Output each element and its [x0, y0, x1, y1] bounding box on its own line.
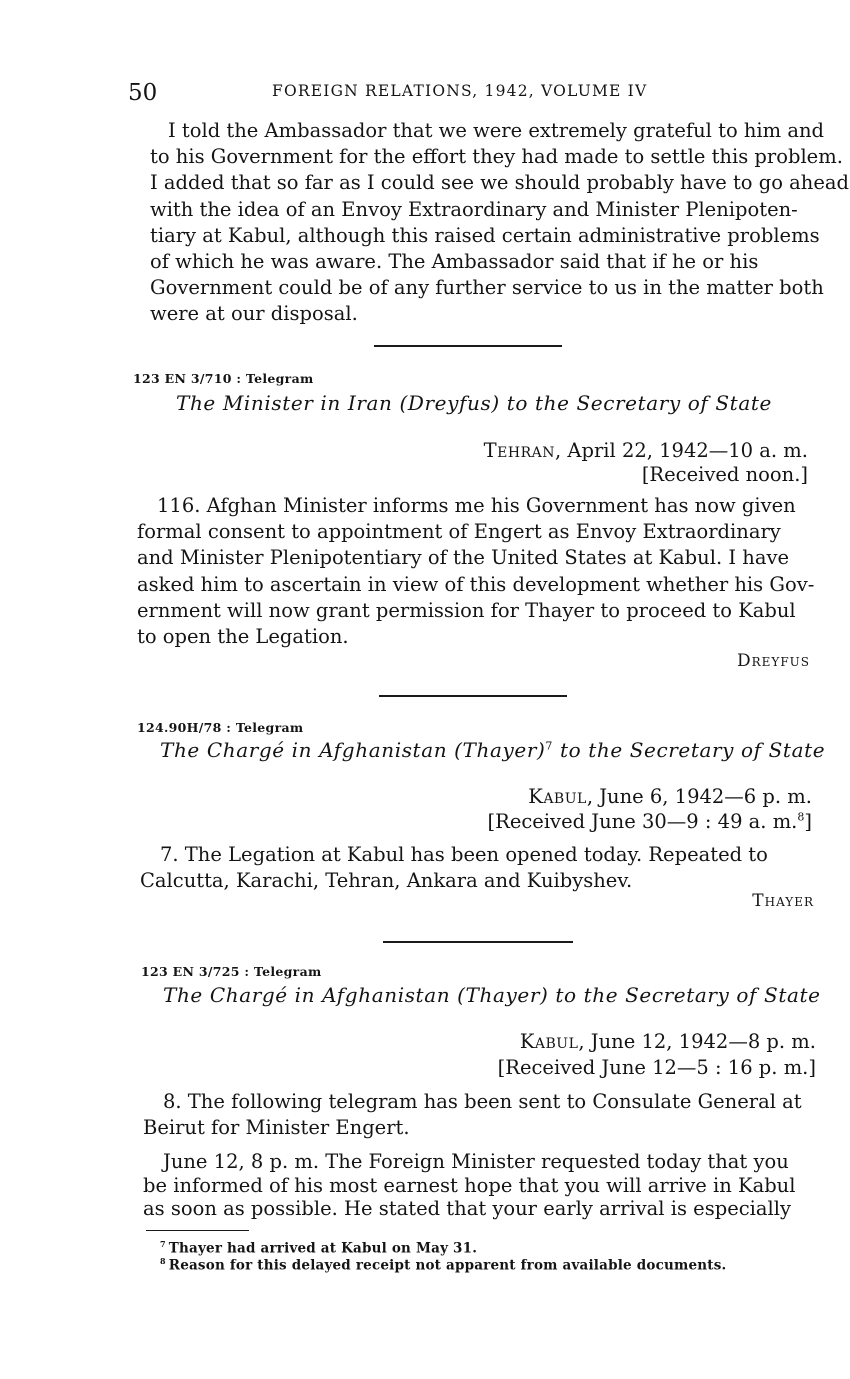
document-title: The Minister in Iran (Dreyfus) to the Secretary of State: [176, 391, 772, 415]
received-close: ]: [804, 810, 812, 833]
document-id: 124.90H/78 : Telegram: [137, 720, 304, 735]
quoted-telegram: [143, 1150, 818, 1221]
title-text: to the Secretary of State: [553, 738, 826, 762]
signature: Dreyfus: [736, 651, 810, 671]
document-id: 123 EN 3/710 : Telegram: [133, 371, 314, 386]
footnote-marker: 7: [160, 1239, 166, 1249]
telegram-body: [137, 493, 815, 650]
received-line: [Received June 12—5 : 16 p. m.]: [497, 1056, 816, 1079]
footnote-marker: 7: [545, 739, 554, 753]
footnote-marker: 8: [797, 810, 805, 824]
telegram-body: [143, 1089, 818, 1141]
paragraph-line: formal consent to appointment of Engert as Envoy Extraordinary: [137, 520, 781, 544]
telegram-body: [140, 842, 812, 894]
paragraph-line: Beirut for Minister Engert.: [143, 1116, 410, 1140]
paragraph-line: be informed of his most earnest hope that you will arrive in Kabul: [143, 1173, 796, 1197]
paragraph-line: 7. The Legation at Kabul has been opened today. Repeated to: [160, 843, 768, 866]
dateline-date: , June 12, 1942—8 p. m.: [578, 1030, 816, 1053]
paragraph-line: June 12, 8 p. m. The Foreign Minister requested today that you: [163, 1150, 789, 1173]
paragraph-line: to open the Legation.: [137, 625, 349, 649]
footnote-text: Reason for this delayed receipt not apparent from available documents.: [168, 1257, 727, 1274]
section-divider: [374, 345, 562, 347]
intro-paragraph: [132, 118, 850, 328]
paragraph-line: 8. The following telegram has been sent to Consulate General at: [163, 1090, 802, 1113]
received-line: [488, 810, 812, 833]
section-divider: [383, 941, 573, 943]
dateline: [520, 1030, 816, 1053]
received-line: [Received noon.]: [641, 463, 808, 486]
footnote-text: Thayer had arrived at Kabul on May 31.: [168, 1240, 478, 1257]
signature: Thayer: [752, 891, 814, 911]
paragraph-line: with the idea of an Envoy Extraordinary and Minister Plenipoten-: [150, 197, 798, 221]
paragraph-line: Calcutta, Karachi, Tehran, Ankara and Kuibyshev.: [140, 869, 633, 893]
paragraph-line: and Minister Plenipotentiary of the United States at Kabul. I have: [137, 546, 790, 570]
running-head: [128, 80, 818, 106]
document-title: [160, 738, 825, 762]
paragraph-line: I told the Ambassador that we were extremely grateful to him and: [168, 119, 825, 142]
paragraph-line: to his Government for the effort they had made to settle this problem.: [150, 145, 843, 169]
document-id: 123 EN 3/725 : Telegram: [141, 964, 322, 979]
title-text: The Chargé in Afghanistan (Thayer): [160, 738, 546, 762]
paragraph-line: ernment will now grant permission for Thayer to proceed to Kabul: [137, 598, 796, 622]
dateline-city: Kabul: [528, 785, 587, 808]
paragraph-line: Government could be of any further service to us in the matter both: [150, 276, 824, 300]
footnote: [160, 1239, 477, 1257]
dateline: [484, 439, 808, 462]
paragraph-line: tiary at Kabul, although this raised certain administrative problems: [150, 223, 820, 247]
running-head-title: FOREIGN RELATIONS, 1942, VOLUME IV: [272, 82, 648, 100]
dateline: [528, 785, 812, 808]
section-divider: [379, 695, 567, 697]
paragraph-line: were at our disposal.: [150, 302, 358, 326]
received-text: [Received June 30—9 : 49 a. m.: [487, 810, 798, 833]
dateline-city: Tehran: [483, 439, 555, 462]
document-title: The Chargé in Afghanistan (Thayer) to the Secretary of State: [163, 983, 821, 1007]
dateline-city: Kabul: [519, 1030, 579, 1053]
footnote-marker: 8: [160, 1256, 166, 1266]
footnote-divider: [146, 1230, 249, 1231]
paragraph-line: 116. Afghan Minister informs me his Government has now given: [157, 494, 796, 517]
paragraph-line: as soon as possible. He stated that your early arrival is especially: [143, 1197, 792, 1220]
paragraph-line: I added that so far as I could see we should probably have to go ahead: [150, 171, 850, 195]
paragraph-line: asked him to ascertain in view of this development whether his Gov-: [137, 572, 815, 596]
page-number: 50: [128, 80, 158, 106]
footnote: [160, 1256, 726, 1274]
dateline-date: , June 6, 1942—6 p. m.: [586, 785, 812, 808]
paragraph-line: of which he was aware. The Ambassador said that if he or his: [150, 250, 759, 274]
dateline-date: , April 22, 1942—10 a. m.: [554, 439, 808, 462]
